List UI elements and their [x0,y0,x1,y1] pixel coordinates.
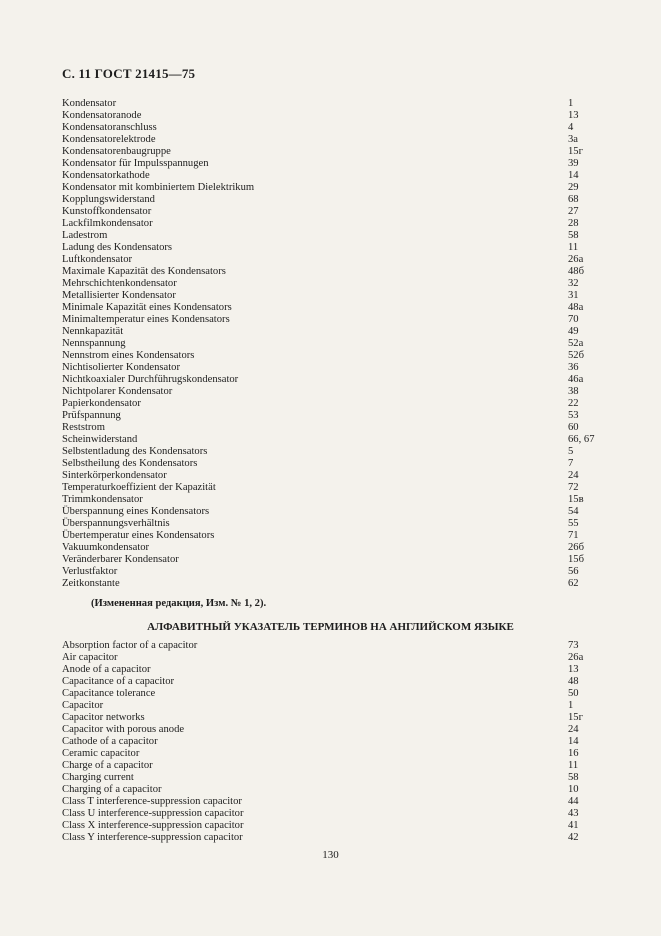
index-entry [62,772,602,784]
page-header: С. 11 ГОСТ 21415—75 [62,66,196,81]
index-term: Reststrom [62,422,105,433]
index-term-number: 29 [568,182,579,193]
index-term-number: 50 [568,688,579,699]
index-entry [62,98,602,110]
index-entry [62,688,602,700]
index-term: Capacitor networks [62,712,145,723]
index-term-number: 3a [568,134,578,145]
index-entry [62,494,602,506]
index-term: Metallisierter Kondensator [62,290,176,301]
index-entry [62,230,602,242]
index-entry [62,134,602,146]
index-term: Kunstoffkondensator [62,206,152,217]
index-entry [62,784,602,796]
index-term: Air capacitor [62,652,118,663]
index-entry [62,640,602,652]
index-term-number: 13 [568,664,579,675]
index-term-number: 11 [568,242,579,253]
index-entry [62,290,602,302]
index-entry [62,482,602,494]
index-entry [62,518,602,530]
index-term: Überspannungsverhältnis [62,518,170,529]
index-term: Charging current [62,772,134,783]
index-entry [62,748,602,760]
german-term-index [62,98,602,590]
index-entry [62,254,602,266]
index-term: Sinterkörperkondensator [62,470,167,481]
index-term: Selbstheilung des Kondensators [62,458,198,469]
index-term: Nichtpolarer Kondensator [62,386,173,397]
index-term-number: 16 [568,748,579,759]
index-term-number: 28 [568,218,579,229]
index-term-number: 10 [568,784,579,795]
index-term: Vakuumkondensator [62,542,150,553]
index-term: Charging of a capacitor [62,784,162,795]
index-entry [62,170,602,182]
index-entry [62,700,602,712]
index-term-number: 27 [568,206,579,217]
index-term: Kondensatorkathode [62,170,150,181]
index-entry [62,374,602,386]
index-entry [62,398,602,410]
index-entry [62,446,602,458]
index-entry [62,652,602,664]
index-term: Charge of a capacitor [62,760,153,771]
index-term: Selbstentladung des Kondensators [62,446,208,457]
index-term: Kondensator [62,98,117,109]
index-entry [62,736,602,748]
index-entry [62,242,602,254]
index-term: Capacitor with porous anode [62,724,185,735]
index-term-number: 26a [568,254,584,265]
index-term-number: 15в [568,494,584,505]
index-term-number: 44 [568,796,579,807]
index-term-number: 38 [568,386,579,397]
index-entry [62,566,602,578]
index-term-number: 49 [568,326,579,337]
index-term: Kondensatorenbaugruppe [62,146,171,157]
index-term-number: 15б [568,554,584,565]
index-term: Nichtisolierter Kondensator [62,362,180,373]
index-entry [62,820,602,832]
index-term-number: 13 [568,110,579,121]
index-term: Anode of a capacitor [62,664,151,675]
index-term: Temperaturkoeffizient der Kapazität [62,482,216,493]
index-term-number: 26a [568,652,584,663]
index-term-number: 5 [568,446,574,457]
index-term: Absorption factor of a capacitor [62,640,198,651]
index-term-number: 32 [568,278,579,289]
index-entry [62,278,602,290]
page-number: 130 [322,849,339,861]
index-term: Prüfspannung [62,410,121,421]
index-term-number: 73 [568,640,579,651]
index-term-number: 24 [568,724,579,735]
index-entry [62,434,602,446]
index-term: Kondensatoranode [62,110,142,121]
index-entry [62,386,602,398]
index-entry [62,542,602,554]
index-term: Class T interference-suppression capacitor [62,796,242,807]
index-term-number: 1 [568,98,574,109]
index-term: Nennstrom eines Kondensators [62,350,195,361]
index-term: Überspannung eines Kondensators [62,506,210,517]
index-term: Ladung des Kondensators [62,242,173,253]
index-term: Zeitkonstante [62,578,120,589]
index-term-number: 11 [568,760,579,771]
index-term: Ladestrom [62,230,108,241]
index-term-number: 31 [568,290,579,301]
index-term-number: 7 [568,458,574,469]
index-term: Papierkondensator [62,398,141,409]
index-term-number: 54 [568,506,579,517]
index-term-number: 68 [568,194,579,205]
index-term: Kondensatorelektrode [62,134,156,145]
index-term-number: 53 [568,410,579,421]
index-entry [62,664,602,676]
index-entry [62,266,602,278]
index-entry [62,302,602,314]
index-term-number: 58 [568,230,579,241]
index-entry [62,410,602,422]
index-term: Mehrschichtenkondensator [62,278,177,289]
index-entry [62,506,602,518]
index-term-number: 52б [568,350,584,361]
index-term: Maximale Kapazität des Kondensators [62,266,226,277]
index-term: Nichtkoaxialer Durchführugskondensator [62,374,239,385]
index-term-number: 22 [568,398,579,409]
index-term-number: 58 [568,772,579,783]
index-term: Trimmkondensator [62,494,143,505]
index-term-number: 60 [568,422,579,433]
index-entry [62,110,602,122]
index-term-number: 15г [568,712,583,723]
index-entry [62,158,602,170]
index-term: Kondensator für Impulsspannugen [62,158,209,169]
index-term: Capacitance of a capacitor [62,676,175,687]
index-term-number: 14 [568,736,579,747]
index-term: Minimaltemperatur eines Kondensators [62,314,230,325]
index-term-number: 42 [568,832,579,843]
index-term: Nennspannung [62,338,126,349]
index-term-number: 15г [568,146,583,157]
index-term: Lackfilmkondensator [62,218,153,229]
index-term-number: 55 [568,518,579,529]
index-term: Cathode of a capacitor [62,736,158,747]
index-term-number: 56 [568,566,579,577]
amendment-note: (Измененная редакция, Изм. № 1, 2). [91,598,267,609]
index-term: Minimale Kapazität eines Kondensators [62,302,232,313]
index-entry [62,314,602,326]
index-term-number: 36 [568,362,579,373]
index-entry [62,676,602,688]
index-term-number: 66, 67 [568,434,595,445]
index-term: Capacitance tolerance [62,688,156,699]
index-term: Kondensator mit kombiniertem Dielektrikum [62,182,255,193]
index-term: Class U interference-suppression capacitor [62,808,244,819]
index-term: Nennkapazität [62,326,124,337]
index-term: Scheinwiderstand [62,434,138,445]
index-term-number: 70 [568,314,579,325]
index-entry [62,362,602,374]
index-term: Luftkondensator [62,254,133,265]
index-term-number: 48a [568,302,584,313]
index-term: Kopplungswiderstand [62,194,155,205]
index-term: Capacitor [62,700,104,711]
index-term-number: 48б [568,266,584,277]
index-term-number: 26б [568,542,584,553]
index-term: Kondensatoranschluss [62,122,157,133]
index-term-number: 1 [568,700,574,711]
index-entry [62,350,602,362]
index-term-number: 4 [568,122,574,133]
index-term-number: 41 [568,820,579,831]
index-entry [62,724,602,736]
index-entry [62,146,602,158]
english-index-title: АЛФАВИТНЫЙ УКАЗАТЕЛЬ ТЕРМИНОВ НА АНГЛИЙСКОМ ЯЗЫКЕ [147,621,514,633]
index-entry [62,206,602,218]
index-term-number: 39 [568,158,579,169]
index-term: Class X interference-suppression capacitor [62,820,244,831]
index-term-number: 48 [568,676,579,687]
index-entry [62,796,602,808]
index-entry [62,194,602,206]
index-term-number: 71 [568,530,579,541]
index-term: Veränderbarer Kondensator [62,554,179,565]
index-term-number: 43 [568,808,579,819]
english-term-index [62,640,602,844]
index-term: Übertemperatur eines Kondensators [62,530,215,541]
index-entry [62,458,602,470]
index-entry [62,554,602,566]
index-entry [62,578,602,590]
index-entry [62,122,602,134]
index-term-number: 24 [568,470,579,481]
index-entry [62,182,602,194]
index-entry [62,760,602,772]
index-term-number: 52a [568,338,584,349]
index-term-number: 14 [568,170,579,181]
index-entry [62,530,602,542]
index-entry [62,712,602,724]
index-term: Class Y interference-suppression capacitor [62,832,243,843]
index-entry [62,338,602,350]
index-entry [62,832,602,844]
index-term: Verlustfaktor [62,566,118,577]
index-entry [62,326,602,338]
index-term-number: 72 [568,482,579,493]
index-entry [62,422,602,434]
index-term-number: 62 [568,578,579,589]
index-entry [62,808,602,820]
index-entry [62,218,602,230]
index-entry [62,470,602,482]
index-term: Ceramic capacitor [62,748,140,759]
index-term-number: 46a [568,374,584,385]
